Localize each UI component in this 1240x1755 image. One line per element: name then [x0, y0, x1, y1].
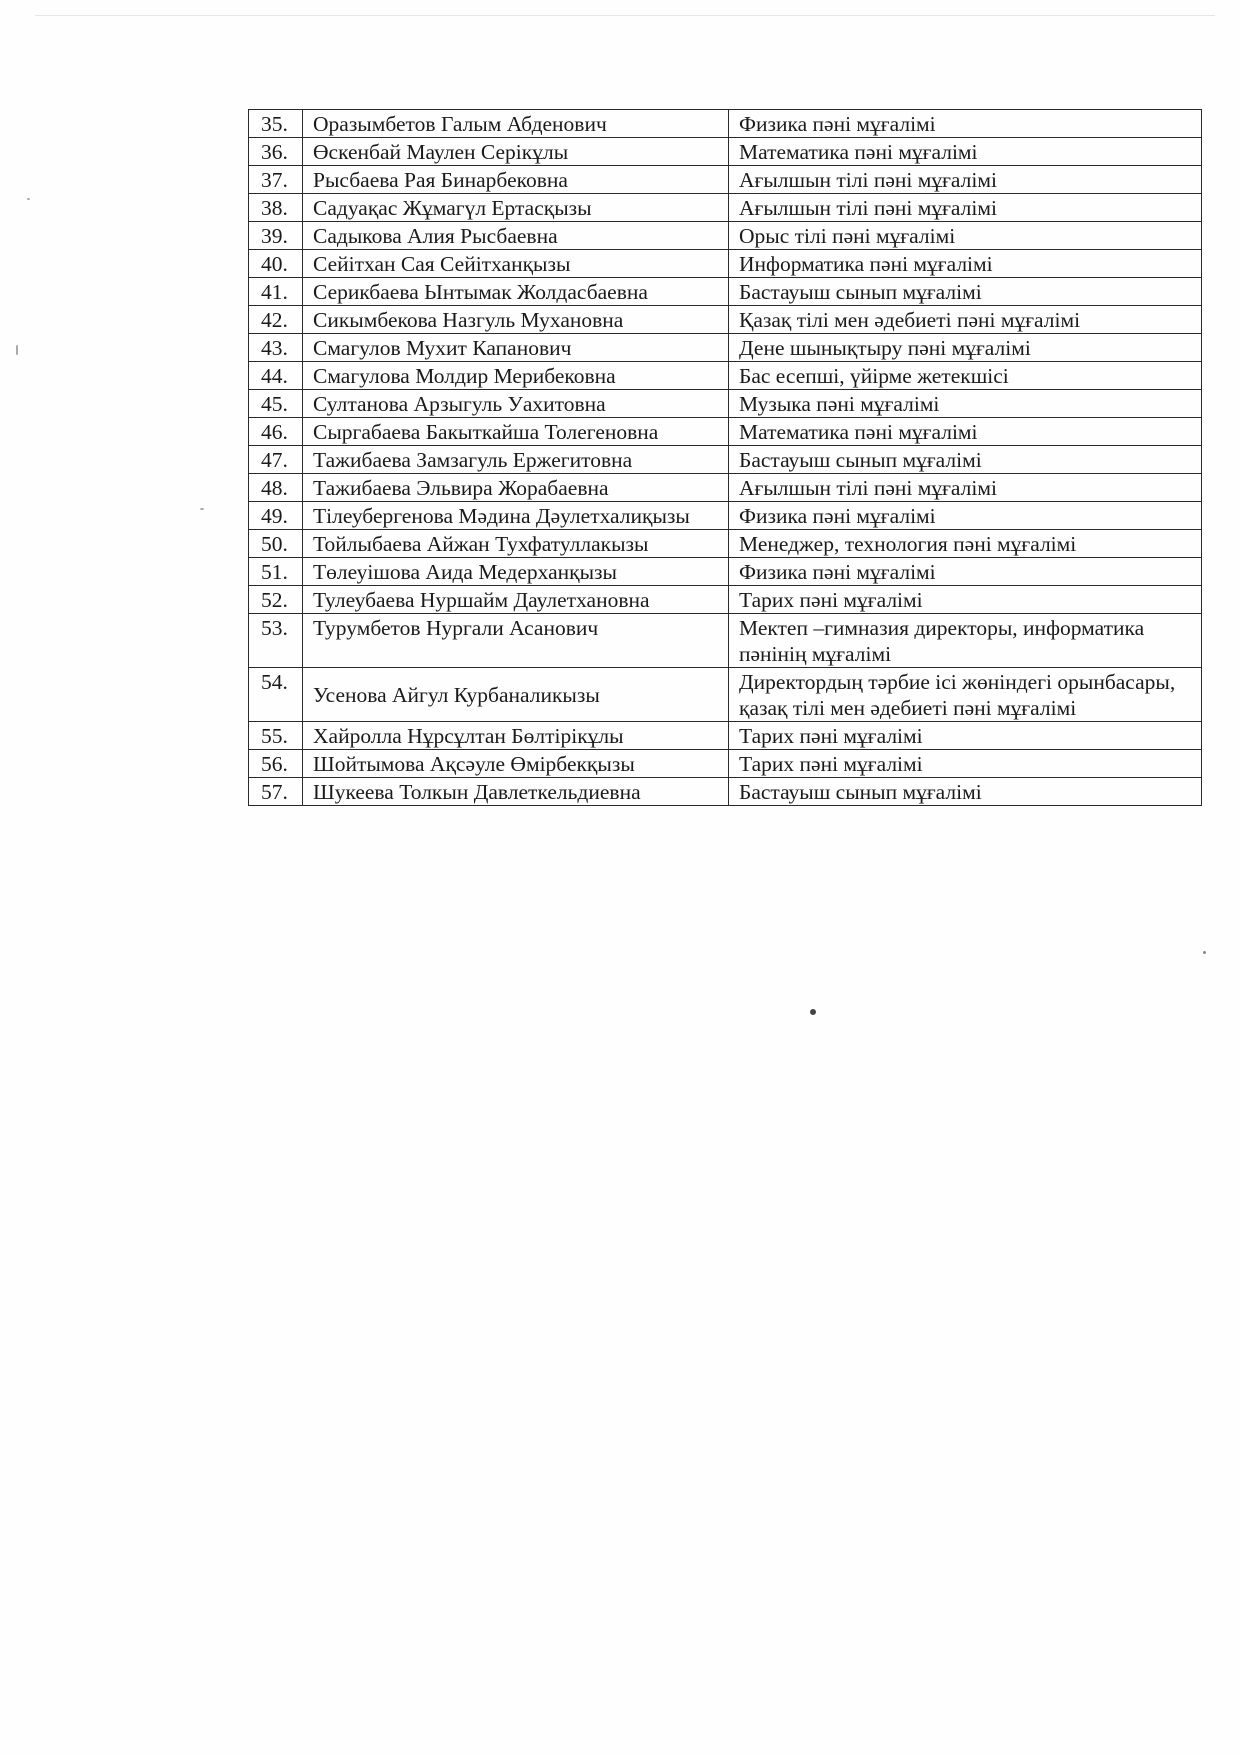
teacher-name: Рысбаева Рая Бинарбековна	[303, 166, 729, 194]
table-row	[249, 778, 1202, 806]
table-row	[249, 474, 1202, 502]
teacher-name: Усенова Айгул Курбаналикызы	[303, 668, 729, 722]
ink-speck	[27, 198, 30, 200]
table-row	[249, 668, 1202, 722]
teacher-name: Хайролла Нұрсұлтан Бөлтірікұлы	[303, 722, 729, 750]
table-row	[249, 194, 1202, 222]
teacher-role: Бас есепші, үйірме жетекшісі	[729, 362, 1202, 390]
teacher-role: Менеджер, технология пәні мұғалімі	[729, 530, 1202, 558]
teacher-role: Орыс тілі пәні мұғалімі	[729, 222, 1202, 250]
teacher-role: Директордың тәрбие ісі жөніндегі орынбасары, қазақ тілі мен әдебиеті пәні мұғалімі	[729, 668, 1202, 722]
teacher-role: Ағылшын тілі пәні мұғалімі	[729, 474, 1202, 502]
table-row	[249, 362, 1202, 390]
row-number: 49.	[249, 502, 303, 530]
row-number: 54.	[249, 668, 303, 722]
table-row	[249, 110, 1202, 138]
teacher-role: Тарих пәні мұғалімі	[729, 750, 1202, 778]
table-row	[249, 278, 1202, 306]
row-number: 52.	[249, 586, 303, 614]
row-number: 50.	[249, 530, 303, 558]
teacher-name: Садуақас Жұмагүл Ертасқызы	[303, 194, 729, 222]
teacher-role: Тарих пәні мұғалімі	[729, 586, 1202, 614]
teacher-role: Ағылшын тілі пәні мұғалімі	[729, 166, 1202, 194]
table-row	[249, 138, 1202, 166]
teacher-name: Шукеева Толкын Давлеткельдиевна	[303, 778, 729, 806]
teacher-role: Қазақ тілі мен әдебиеті пәні мұғалімі	[729, 306, 1202, 334]
teacher-name: Тулеубаева Нуршайм Даулетхановна	[303, 586, 729, 614]
row-number: 51.	[249, 558, 303, 586]
table-row	[249, 390, 1202, 418]
table-row	[249, 334, 1202, 362]
teacher-name: Смагулов Мухит Капанович	[303, 334, 729, 362]
table-row	[249, 446, 1202, 474]
teacher-role: Бастауыш сынып мұғалімі	[729, 446, 1202, 474]
teacher-role: Бастауыш сынып мұғалімі	[729, 778, 1202, 806]
row-number: 39.	[249, 222, 303, 250]
row-number: 43.	[249, 334, 303, 362]
teacher-name: Өскенбай Маулен Серікұлы	[303, 138, 729, 166]
ink-speck	[16, 345, 18, 355]
ink-speck	[810, 1009, 816, 1015]
row-number: 53.	[249, 614, 303, 668]
row-number: 46.	[249, 418, 303, 446]
teacher-role: Музыка пәні мұғалімі	[729, 390, 1202, 418]
teacher-name: Турумбетов Нургали Асанович	[303, 614, 729, 668]
scan-edge-line	[35, 15, 1215, 16]
teacher-name: Тажибаева Замзагуль Ержегитовна	[303, 446, 729, 474]
row-number: 37.	[249, 166, 303, 194]
teacher-name: Тілеубергенова Мәдина Дәулетхалиқызы	[303, 502, 729, 530]
teacher-name: Тойлыбаева Айжан Тухфатуллакызы	[303, 530, 729, 558]
row-number: 57.	[249, 778, 303, 806]
row-number: 38.	[249, 194, 303, 222]
row-number: 47.	[249, 446, 303, 474]
table-row	[249, 558, 1202, 586]
teacher-role: Физика пәні мұғалімі	[729, 558, 1202, 586]
table-row	[249, 750, 1202, 778]
teacher-name: Садыкова Алия Рысбаевна	[303, 222, 729, 250]
teacher-name: Төлеуішова Аида Медерханқызы	[303, 558, 729, 586]
row-number: 41.	[249, 278, 303, 306]
teacher-name: Серикбаева Ынтымак Жолдасбаевна	[303, 278, 729, 306]
teacher-role: Бастауыш сынып мұғалімі	[729, 278, 1202, 306]
teacher-role: Математика пәні мұғалімі	[729, 138, 1202, 166]
teacher-name: Тажибаева Эльвира Жорабаевна	[303, 474, 729, 502]
table-row	[249, 586, 1202, 614]
ink-speck	[200, 508, 204, 510]
teacher-role: Мектеп –гимназия директоры, информатика пәнінің мұғалімі	[729, 614, 1202, 668]
row-number: 36.	[249, 138, 303, 166]
row-number: 40.	[249, 250, 303, 278]
table-row	[249, 418, 1202, 446]
row-number: 44.	[249, 362, 303, 390]
table-row	[249, 222, 1202, 250]
table-row	[249, 306, 1202, 334]
ink-speck	[1203, 951, 1206, 954]
table-row	[249, 530, 1202, 558]
row-number: 35.	[249, 110, 303, 138]
teacher-role: Информатика пәні мұғалімі	[729, 250, 1202, 278]
teacher-role: Математика пәні мұғалімі	[729, 418, 1202, 446]
row-number: 42.	[249, 306, 303, 334]
row-number: 48.	[249, 474, 303, 502]
table-row	[249, 250, 1202, 278]
teacher-role: Физика пәні мұғалімі	[729, 502, 1202, 530]
row-number: 56.	[249, 750, 303, 778]
teacher-name: Сикымбекова Назгуль Мухановна	[303, 306, 729, 334]
teacher-role: Тарих пәні мұғалімі	[729, 722, 1202, 750]
teacher-role: Дене шынықтыру пәні мұғалімі	[729, 334, 1202, 362]
table-row	[249, 166, 1202, 194]
staff-table	[248, 109, 1202, 806]
teacher-name: Шойтымова Ақсәуле Өмірбекқызы	[303, 750, 729, 778]
row-number: 55.	[249, 722, 303, 750]
teacher-name: Оразымбетов Галым Абденович	[303, 110, 729, 138]
row-number: 45.	[249, 390, 303, 418]
teacher-role: Ағылшын тілі пәні мұғалімі	[729, 194, 1202, 222]
table-row	[249, 614, 1202, 668]
teacher-name: Султанова Арзыгуль Уахитовна	[303, 390, 729, 418]
teacher-role: Физика пәні мұғалімі	[729, 110, 1202, 138]
teacher-name: Смагулова Молдир Мерибековна	[303, 362, 729, 390]
teacher-name: Сыргабаева Бакыткайша Толегеновна	[303, 418, 729, 446]
teacher-name: Сейітхан Сая Сейітханқызы	[303, 250, 729, 278]
table-row	[249, 502, 1202, 530]
table-row	[249, 722, 1202, 750]
